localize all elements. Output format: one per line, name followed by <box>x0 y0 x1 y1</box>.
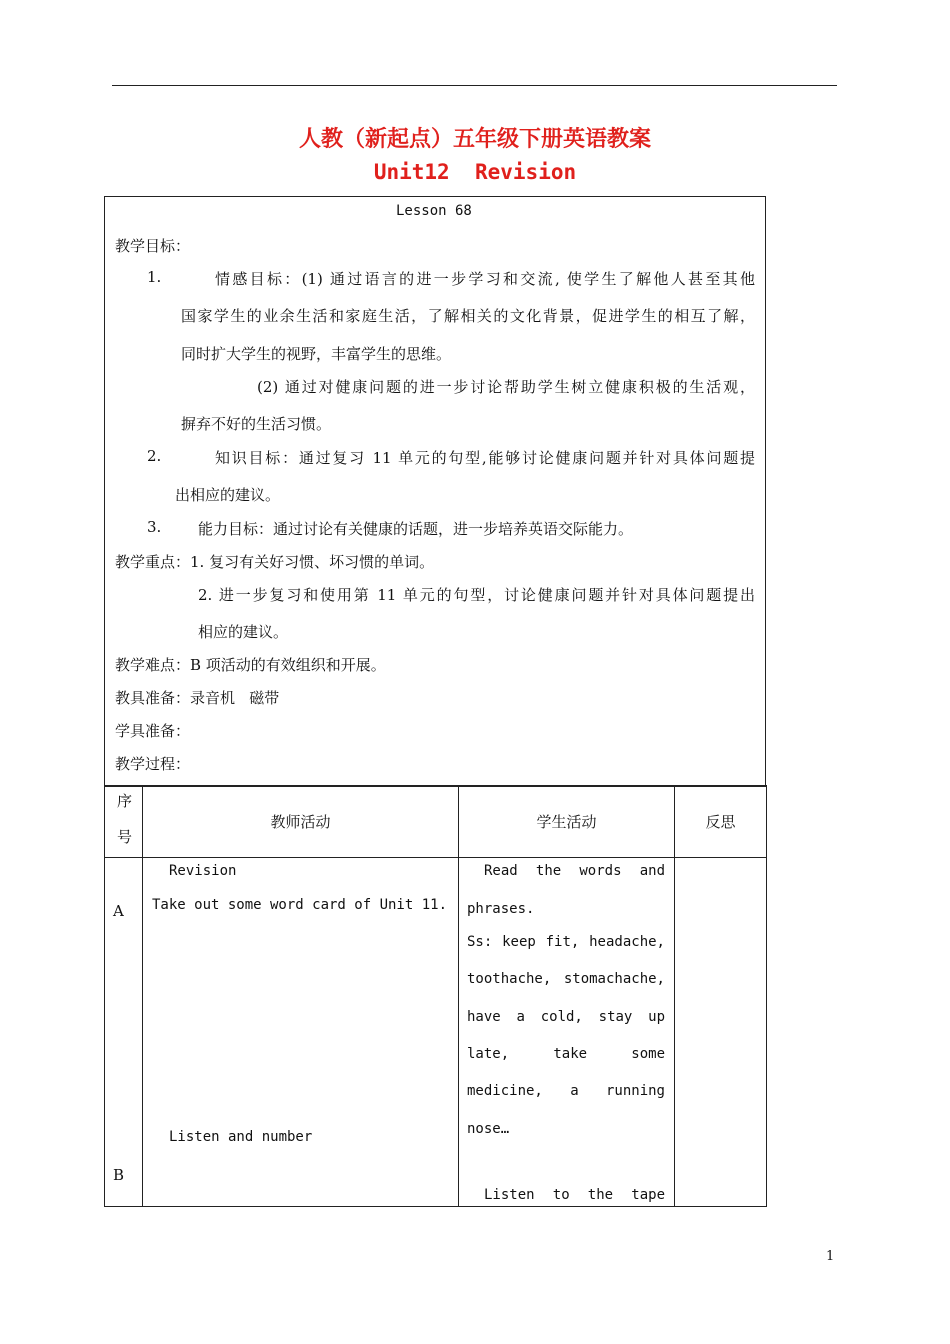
header-seq <box>105 786 143 858</box>
objectives-label: 教学目标： <box>115 237 191 255</box>
objective-2-line-2: 出相应的建议。 <box>175 486 281 504</box>
student-cell <box>459 858 675 1207</box>
objective-1-line-2: 国家学生的业余生活和家庭生活，了解相关的文化背景，促进学生的相互了解， <box>181 307 755 325</box>
objective-1-line-4: (2) 通过对健康问题的进一步讨论帮助学生树立健康积极的生活观， <box>257 378 755 396</box>
difficulty-line: 教学难点：B 项活动的有效组织和开展。 <box>115 656 386 674</box>
student-line-3: Ss: keep fit, headache, <box>467 934 665 950</box>
objective-2-number: 2. <box>147 447 162 465</box>
key-points-line-2: 2. 进一步复习和使用第 11 单元的句型，讨论健康问题并针对具体问题提出 <box>198 586 755 604</box>
teacher-cell <box>143 858 459 1207</box>
student-line-2: phrases. <box>467 901 535 917</box>
table-header-row <box>105 786 767 858</box>
row-a-label: A <box>113 902 124 920</box>
page-number: 1 <box>826 1249 835 1264</box>
objective-1-line-3: 同时扩大学生的视野，丰富学生的思维。 <box>181 345 452 363</box>
key-points-line-1: 教学重点：1. 复习有关好习惯、坏习惯的单词。 <box>115 553 435 571</box>
header-student: 学生活动 <box>459 786 675 858</box>
student-line-8: nose… <box>467 1121 510 1137</box>
objective-2-line-1: 知识目标：通过复习 11 单元的句型,能够讨论健康问题并针对具体问题提 <box>215 449 755 467</box>
student-line-7: medicine, a running <box>467 1083 665 1099</box>
objective-1-line-1: 情感目标：(1) 通过语言的进一步学习和交流, 使学生了解他人甚至其他 <box>215 270 755 288</box>
objective-3-line-1: 能力目标：通过讨论有关健康的话题，进一步培养英语交际能力。 <box>198 520 634 538</box>
header-teacher: 教师活动 <box>143 786 459 858</box>
header-seq-char-2: 号 <box>117 828 133 846</box>
student-line-4: toothache, stomachache, <box>467 971 665 987</box>
student-line-6: late, take some <box>467 1046 665 1062</box>
unit-subtitle: Unit12 Revision <box>373 160 577 184</box>
student-tools-line: 学具准备： <box>115 722 191 740</box>
table-row <box>105 858 767 1207</box>
row-b-label: B <box>113 1166 125 1184</box>
key-points-line-3: 相应的建议。 <box>198 623 289 641</box>
student-line-9: Listen to the tape <box>484 1187 665 1203</box>
lesson-label: Lesson 68 <box>396 203 472 219</box>
teacher-listen: Listen and number <box>169 1129 313 1145</box>
teaching-tools-line: 教具准备：录音机 磁带 <box>115 689 280 707</box>
header-rule <box>112 85 837 86</box>
student-line-1: Read the words and <box>484 863 665 879</box>
objective-1-number: 1. <box>147 268 162 286</box>
reflect-cell <box>675 858 767 1207</box>
teacher-take-out: Take out some word card of Unit 11. <box>152 897 448 913</box>
document-title: 人教（新起点）五年级下册英语教案 <box>298 127 651 152</box>
seq-cell <box>105 858 143 1207</box>
intro-box <box>104 196 766 787</box>
student-line-5: have a cold, stay up <box>467 1009 665 1025</box>
header-seq-char-1: 序 <box>117 792 133 810</box>
header-reflect: 反思 <box>675 786 767 858</box>
process-label: 教学过程： <box>115 755 191 773</box>
objective-3-number: 3. <box>147 518 162 536</box>
teacher-revision: Revision <box>169 863 237 879</box>
process-table <box>104 785 767 1207</box>
objective-1-line-5: 摒弃不好的生活习惯。 <box>181 415 332 433</box>
